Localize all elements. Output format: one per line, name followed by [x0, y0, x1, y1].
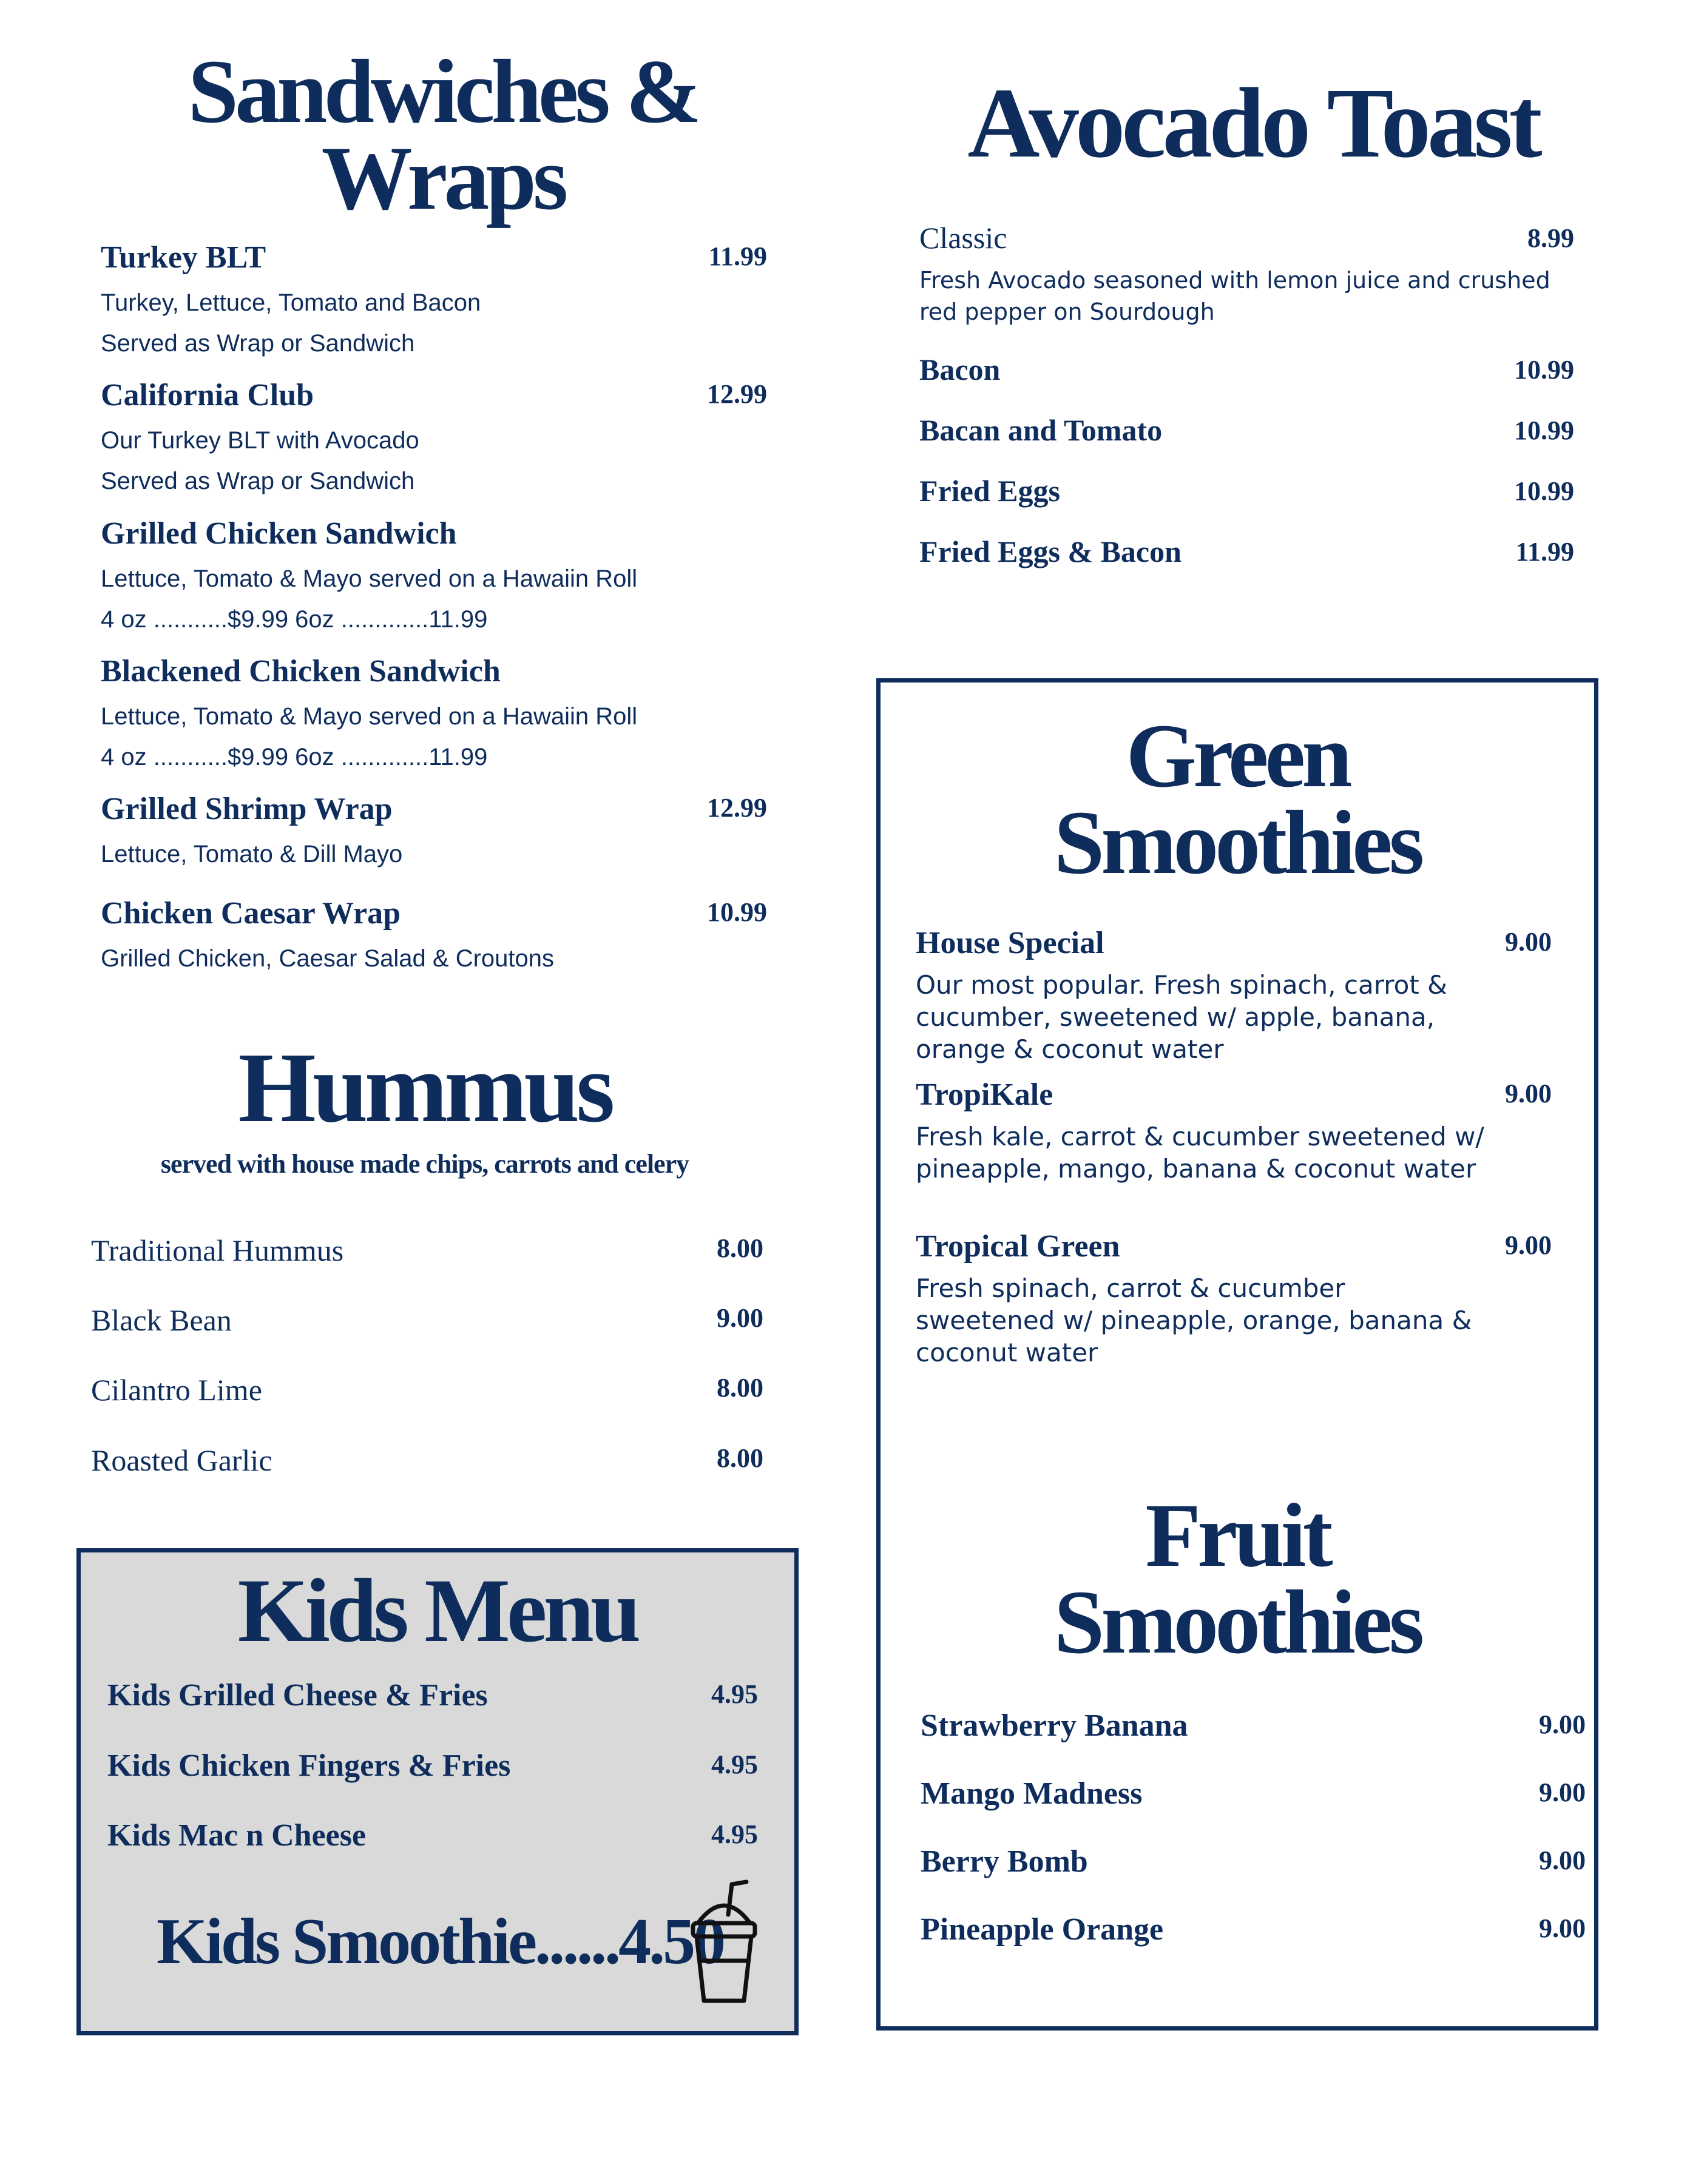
smoothie-price: 9.00: [1539, 1710, 1586, 1739]
smoothie-name: Tropical Green: [916, 1229, 1120, 1264]
smoothie-description: Our most popular. Fresh spinach, carrot & cucumber, sweetened w/ apple, banana, orange & coconut water: [916, 970, 1447, 1064]
smoothie-price: 9.00: [1505, 927, 1552, 957]
menu-item-price: 12.99: [707, 379, 767, 409]
menu-item-price: 8.00: [717, 1373, 763, 1403]
menu-item-description: Lettuce, Tomato & Mayo served on a Hawaiin Roll: [101, 565, 638, 592]
menu-item-name: Turkey BLT: [101, 240, 266, 275]
smoothie-name: House Special: [916, 926, 1104, 960]
menu-item-price: 10.99: [707, 897, 767, 927]
kids-item-name: Kids Chicken Fingers & Fries: [107, 1748, 511, 1783]
menu-item-description: Lettuce, Tomato & Mayo served on a Hawaiin Roll: [101, 703, 638, 730]
smoothie-cup-icon: [685, 1876, 763, 2006]
menu-item-description: red pepper on Sourdough: [919, 298, 1215, 325]
smoothies-box: [876, 678, 1598, 2031]
menu-item-size-prices: 4 oz ...........$9.99 6oz .............11.99: [101, 606, 488, 633]
menu-item-name: Grilled Chicken Sandwich: [101, 516, 457, 551]
menu-item-price: 9.00: [717, 1303, 763, 1333]
avocado-title: Avocado Toast: [967, 67, 1539, 178]
sandwiches-title-line2: Wraps: [321, 127, 565, 229]
menu-item-description: Fresh Avocado seasoned with lemon juice and crushed: [919, 267, 1550, 294]
kids-item-name: Kids Mac n Cheese: [107, 1818, 367, 1853]
menu-item-name: Black Bean: [91, 1303, 232, 1337]
menu-item-name: Bacan and Tomato: [919, 413, 1163, 447]
menu-item-name: Chicken Caesar Wrap: [101, 896, 401, 931]
menu-item-name: Bacon: [919, 352, 1001, 386]
menu-item-price: 8.00: [717, 1443, 763, 1473]
green-smoothies-title-line1: Green: [1126, 706, 1349, 806]
menu-item-size-prices: 4 oz ...........$9.99 6oz .............11.99: [101, 744, 488, 770]
kids-menu-box: [76, 1548, 799, 2035]
hummus-title: Hummus: [238, 1032, 612, 1143]
fruit-smoothies-title-line2: Smoothies: [1053, 1571, 1421, 1673]
kids-menu-title: Kids Menu: [237, 1560, 638, 1661]
smoothie-description: Fresh kale, carrot & cucumber sweetened w/ pineapple, mango, banana & coconut water: [916, 1122, 1484, 1184]
menu-item-name: Fried Eggs: [919, 474, 1060, 508]
kids-item-name: Kids Grilled Cheese & Fries: [107, 1678, 488, 1713]
kids-smoothie-price: Kids Smoothie......4.50: [157, 1906, 724, 1978]
menu-item-price: 8.99: [1527, 223, 1574, 253]
smoothie-price: 9.00: [1539, 1778, 1586, 1807]
smoothie-price: 9.00: [1539, 1845, 1586, 1875]
menu-item-description: Served as Wrap or Sandwich: [101, 330, 415, 357]
smoothie-price: 9.00: [1505, 1079, 1552, 1108]
green-smoothies-title-line2: Smoothies: [1053, 792, 1421, 893]
menu-item-name: Fried Eggs & Bacon: [919, 534, 1182, 568]
menu-item-name: Cilantro Lime: [91, 1373, 262, 1407]
menu-item-price: 11.99: [708, 241, 767, 271]
menu-item-name: Traditional Hummus: [91, 1233, 344, 1267]
smoothie-price: 9.00: [1505, 1230, 1552, 1260]
menu-item-description: Served as Wrap or Sandwich: [101, 468, 415, 494]
kids-item-price: 4.95: [711, 1750, 758, 1779]
sandwiches-title-line1: Sandwiches &: [188, 41, 698, 142]
smoothie-price: 9.00: [1539, 1913, 1586, 1943]
smoothie-name: TropiKale: [916, 1077, 1053, 1112]
fruit-smoothies-title: [881, 1485, 1594, 1673]
menu-item-name: Roasted Garlic: [91, 1443, 272, 1477]
menu-item-price: 11.99: [1515, 537, 1574, 567]
hummus-subtitle: served with house made chips, carrots and celery: [160, 1149, 689, 1179]
menu-item-name: Grilled Shrimp Wrap: [101, 792, 393, 826]
fruit-smoothies-title-line1: Fruit: [1145, 1485, 1330, 1586]
green-smoothies-title: [881, 706, 1594, 893]
menu-item-price: 12.99: [707, 793, 767, 823]
menu-item-description: Our Turkey BLT with Avocado: [101, 427, 419, 454]
kids-item-price: 4.95: [711, 1679, 758, 1709]
menu-item-description: Grilled Chicken, Caesar Salad & Croutons: [101, 945, 555, 972]
menu-item-price: 10.99: [1514, 476, 1574, 506]
kids-item-price: 4.95: [711, 1819, 758, 1849]
smoothie-name: Strawberry Banana: [921, 1708, 1188, 1743]
smoothie-description: Fresh spinach, carrot & cucumber sweetened w/ pineapple, orange, banana & coconut water: [916, 1273, 1472, 1367]
menu-item-price: 10.99: [1514, 355, 1574, 385]
menu-item-description: Lettuce, Tomato & Dill Mayo: [101, 841, 403, 868]
smoothie-name: Pineapple Orange: [921, 1912, 1164, 1947]
menu-item-price: 10.99: [1514, 416, 1574, 445]
sandwiches-title: [91, 41, 795, 229]
menu-item-price: 8.00: [717, 1233, 763, 1263]
smoothie-name: Mango Madness: [921, 1776, 1143, 1811]
smoothie-name: Berry Bomb: [921, 1844, 1088, 1879]
menu-item-description: Turkey, Lettuce, Tomato and Bacon: [101, 289, 481, 316]
menu-item-name: California Club: [101, 378, 314, 413]
menu-item-name: Classic: [919, 221, 1007, 255]
menu-item-name: Blackened Chicken Sandwich: [101, 654, 501, 689]
